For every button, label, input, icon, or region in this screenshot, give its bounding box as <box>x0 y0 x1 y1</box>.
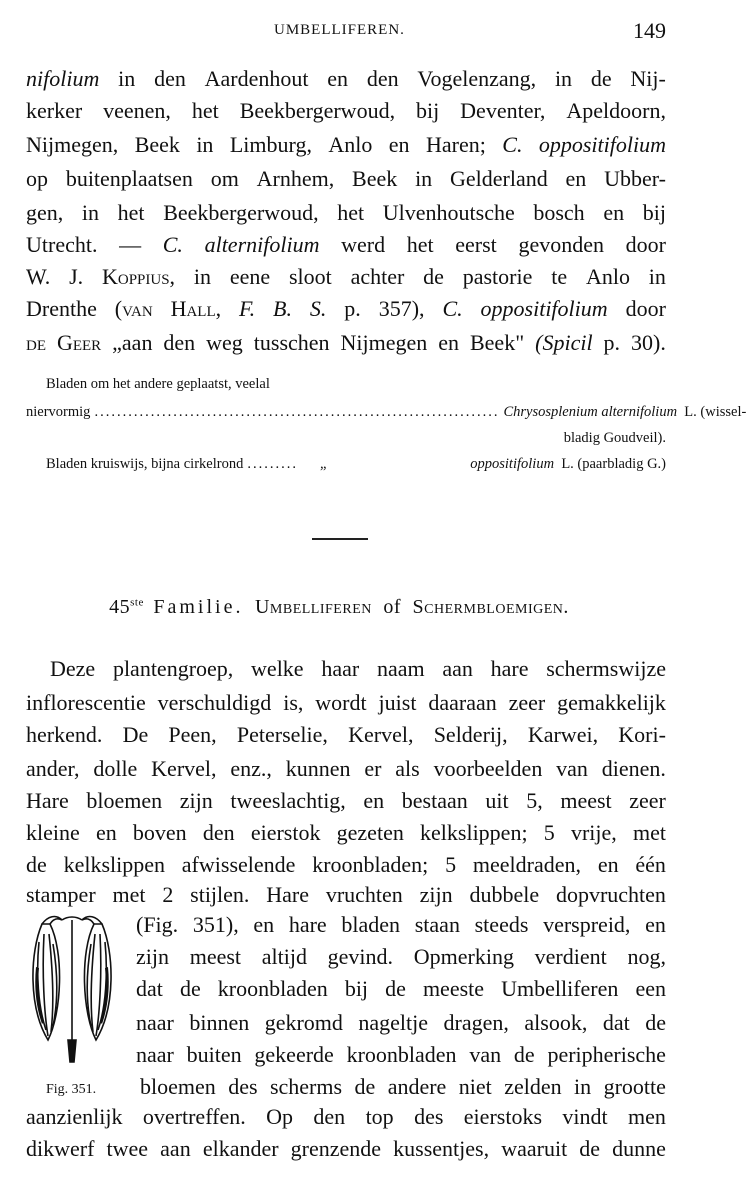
word: juist <box>378 690 417 715</box>
word: altijd <box>261 944 307 969</box>
word: kroonbladen <box>346 1042 457 1067</box>
word: alsook, <box>524 1010 588 1035</box>
word: aan <box>442 656 473 681</box>
word: twee <box>106 1136 149 1161</box>
word: gekromd <box>264 1010 343 1035</box>
word: hare <box>288 912 327 937</box>
word: bloemen <box>86 788 163 813</box>
family-number: 45 <box>109 596 131 618</box>
word: nageltje <box>358 1010 429 1035</box>
text-line <box>26 820 666 852</box>
word: welke <box>251 656 304 681</box>
word: kelkslippen; <box>420 820 528 845</box>
word: Kervel, <box>151 756 217 781</box>
word: er <box>364 756 382 781</box>
word: en <box>95 820 117 845</box>
word: W. <box>26 264 51 289</box>
word: nog, <box>627 944 666 969</box>
family-heading <box>0 596 678 619</box>
text-line <box>26 200 666 232</box>
word: buiten <box>186 1042 242 1067</box>
word: vrije, <box>570 820 617 845</box>
word: bij <box>416 98 440 123</box>
word: op <box>26 166 48 191</box>
text-line <box>26 882 666 914</box>
word: stijlen. <box>190 882 250 907</box>
word: niet <box>458 1074 492 1099</box>
word: door <box>625 296 666 321</box>
word: de <box>26 852 47 877</box>
word: gevonden <box>518 232 604 257</box>
word: in <box>415 166 433 191</box>
word: voorbeelden <box>433 756 543 781</box>
word: vruchten <box>325 882 403 907</box>
word: C. <box>502 132 523 157</box>
word: stamper <box>26 882 96 907</box>
word: bladen <box>341 912 401 937</box>
word: Ulvenhoutsche <box>382 200 515 225</box>
word: buitenplaatsen <box>65 166 193 191</box>
family-connector: of <box>383 596 402 618</box>
word: weg <box>206 330 243 355</box>
word: tusschen <box>253 330 330 355</box>
word: oppositifolium <box>480 296 608 321</box>
word: Beek <box>352 166 398 191</box>
text-line <box>136 912 666 944</box>
word: in <box>648 264 666 289</box>
key-text: bladig Goudveil). <box>563 430 666 446</box>
word: Peen, <box>168 722 217 747</box>
word: men <box>628 1104 666 1129</box>
word: Aardenhout <box>204 66 309 91</box>
word: gemakkelijk <box>557 690 666 715</box>
word: tweeslachtig, <box>230 788 346 813</box>
word: De <box>122 722 149 747</box>
word: den <box>202 820 235 845</box>
word: eerst <box>455 232 497 257</box>
word: Deventer, <box>460 98 546 123</box>
word: zijn <box>136 944 169 969</box>
word: scherms <box>269 1074 343 1099</box>
word: 5 <box>445 852 457 877</box>
figure-caption: Fig. 351. <box>46 1082 97 1097</box>
word: meest <box>560 788 612 813</box>
section-divider <box>312 538 368 540</box>
word: F. <box>239 296 256 321</box>
fruit-illustration-icon <box>22 912 130 1072</box>
text-line <box>136 944 666 976</box>
ditto-mark: „ <box>319 456 327 472</box>
word: (Fig. <box>136 912 179 937</box>
text-line <box>26 166 666 198</box>
word: p. <box>603 330 621 355</box>
word: (Spicil <box>535 330 593 355</box>
word: J. <box>69 264 84 289</box>
word: Limburg, <box>229 132 312 157</box>
word: aan <box>160 1136 191 1161</box>
page-number: 149 <box>633 18 666 43</box>
word: C. <box>442 296 463 321</box>
word: vindt <box>562 1104 608 1129</box>
word: de <box>645 1010 666 1035</box>
word: te <box>551 264 568 289</box>
text-line <box>50 656 666 688</box>
word: top <box>365 1104 394 1129</box>
text-line <box>26 788 666 820</box>
key-result <box>470 456 666 473</box>
word: (van <box>114 296 153 321</box>
word: dopvruchten <box>555 882 666 907</box>
word: dragen, <box>443 1010 509 1035</box>
leader-dots: ........................................................................ <box>94 404 500 420</box>
word: sloot <box>288 264 332 289</box>
key-text: Bladen om het andere geplaatst, veelal <box>46 376 270 392</box>
word: Nijmegen <box>340 330 428 355</box>
word: de <box>590 66 612 91</box>
word: daaraan <box>428 690 497 715</box>
word: de <box>385 976 406 1001</box>
word: dunne <box>612 1136 666 1161</box>
word: Nij- <box>630 66 666 91</box>
family-number-suffix: ste <box>130 596 144 609</box>
key-text: Bladen kruiswijs, bijna cirkelrond <box>46 456 244 472</box>
word: bij <box>344 976 369 1001</box>
word: van <box>469 1042 502 1067</box>
word: oppositifolium <box>538 132 666 157</box>
word: Arnhem, <box>256 166 335 191</box>
word: en <box>565 166 587 191</box>
word: herkend. <box>26 722 103 747</box>
word: Kori- <box>618 722 666 747</box>
word: kleine <box>26 820 80 845</box>
word: Kervel, <box>348 722 414 747</box>
word: 5 <box>543 820 555 845</box>
word: Beek" <box>469 330 525 355</box>
word: uit <box>485 788 509 813</box>
word: met <box>632 820 666 845</box>
word: des <box>228 1074 258 1099</box>
figure-351 <box>22 912 130 1072</box>
word: zeer <box>629 788 666 813</box>
word: verdient <box>534 944 607 969</box>
word: kroonbladen; <box>312 852 429 877</box>
word: Utrecht. <box>26 232 98 257</box>
word: kroonbladen <box>217 976 328 1001</box>
text-line <box>26 852 666 884</box>
word: Selderij, <box>433 722 508 747</box>
word: het <box>337 200 365 225</box>
word: elkander <box>202 1136 279 1161</box>
word: gen, <box>26 200 64 225</box>
word: overtreffen. <box>142 1104 246 1129</box>
word: Umbelliferen <box>501 976 619 1001</box>
word: 30). <box>631 330 666 355</box>
word: en <box>363 788 385 813</box>
word: achter <box>350 264 405 289</box>
text-line <box>26 330 666 362</box>
word: afwisselende <box>181 852 296 877</box>
word: en <box>597 852 619 877</box>
word: kussentjes, <box>393 1136 490 1161</box>
word: enz., <box>230 756 272 781</box>
word: dienen. <box>601 756 666 781</box>
word: alternifolium <box>204 232 320 257</box>
word: werd <box>341 232 386 257</box>
word: bij <box>642 200 666 225</box>
taxon-name: oppositifolium <box>470 456 555 472</box>
word: zijn <box>179 788 213 813</box>
word: wordt <box>315 690 367 715</box>
leader-dots: ......... <box>247 456 298 472</box>
running-title: UMBELLIFEREN. <box>274 22 405 38</box>
word: B. <box>273 296 292 321</box>
word: 357), <box>378 296 425 321</box>
key-result <box>503 404 746 421</box>
word: zelden <box>504 1074 562 1099</box>
word: dikwerf <box>26 1136 95 1161</box>
word: Deze <box>50 656 96 681</box>
family-dutch-name: Schermbloemigen. <box>412 596 569 618</box>
word: haar <box>321 656 360 681</box>
word: bestaan <box>401 788 468 813</box>
taxon-name: Chrysosplenium alternifolium <box>503 404 678 420</box>
word: den <box>313 1104 346 1129</box>
word: Hare <box>26 788 69 813</box>
word: zeer <box>508 690 546 715</box>
word: zijn <box>419 882 453 907</box>
word: meeldraden, <box>472 852 582 877</box>
word: grootte <box>603 1074 666 1099</box>
word: schermswijze <box>546 656 666 681</box>
word: waaruit <box>501 1136 568 1161</box>
word: in <box>574 1074 592 1099</box>
word: in <box>193 264 211 289</box>
text-line <box>136 976 666 1008</box>
word: het <box>406 232 434 257</box>
word: p. <box>344 296 361 321</box>
word: meeste <box>422 976 485 1001</box>
word: veenen, <box>103 98 171 123</box>
word: de <box>579 1136 601 1161</box>
word: een <box>635 976 666 1001</box>
word: Beekbergerwoud, <box>163 200 319 225</box>
word: Nijmegen, <box>26 132 119 157</box>
text-line <box>26 98 666 130</box>
word: Koppius, <box>101 264 176 289</box>
word: binnen <box>189 1010 250 1035</box>
word: Ubber- <box>604 166 666 191</box>
word: in <box>196 132 214 157</box>
word: en <box>645 912 666 937</box>
word: Op <box>266 1104 294 1129</box>
word: verspreid, <box>543 912 631 937</box>
word: Drenthe <box>26 296 97 321</box>
word: en <box>603 200 625 225</box>
text-line <box>26 264 666 296</box>
word: eene <box>229 264 271 289</box>
word: naar <box>136 1010 174 1035</box>
word: en <box>253 912 275 937</box>
word: Vogelenzang, <box>417 66 537 91</box>
word: Karwei, <box>527 722 599 747</box>
word: het <box>117 200 145 225</box>
word: Beek <box>134 132 180 157</box>
word: en <box>388 132 410 157</box>
text-line <box>136 1042 666 1074</box>
word: gevind. <box>327 944 394 969</box>
word: eierstok <box>250 820 321 845</box>
text-line <box>26 1104 666 1136</box>
word: ander, <box>26 756 80 781</box>
word: als <box>395 756 420 781</box>
text-line <box>26 296 666 328</box>
text-line <box>26 232 666 264</box>
key-line <box>26 404 746 428</box>
word: Hall, <box>170 296 222 321</box>
word: in <box>81 200 100 225</box>
word: naar <box>136 1042 174 1067</box>
word: dat <box>602 1010 630 1035</box>
word: 351), <box>192 912 239 937</box>
word: Anlo <box>328 132 373 157</box>
word: gezeten <box>336 820 404 845</box>
word: den <box>163 330 196 355</box>
word: verschuldigd <box>157 690 272 715</box>
word: van <box>556 756 588 781</box>
word: 5, <box>526 788 543 813</box>
text-line <box>26 66 666 98</box>
word: door <box>625 232 666 257</box>
text-line <box>26 132 666 164</box>
word: Haren; <box>425 132 486 157</box>
word: Hare <box>266 882 309 907</box>
word: andere <box>387 1074 447 1099</box>
word: Gelderland <box>450 166 548 191</box>
word: S. <box>309 296 327 321</box>
word: in <box>554 66 573 91</box>
text-line <box>136 1010 666 1042</box>
word: — <box>119 232 142 257</box>
text-line <box>26 722 666 754</box>
word: Geer <box>56 330 102 355</box>
word: kelkslippen <box>63 852 165 877</box>
text-line <box>26 1136 666 1168</box>
word: de <box>26 330 46 355</box>
word: en <box>327 66 349 91</box>
taxon-author: L. (wissel- <box>684 404 746 420</box>
key-text: niervormig <box>26 404 91 420</box>
word: grenzende <box>290 1136 382 1161</box>
family-name: Umbelliferen <box>254 596 372 618</box>
word: meest <box>189 944 242 969</box>
word: de <box>423 264 444 289</box>
taxon-author: L. (paarbladig G.) <box>561 456 666 472</box>
word: 2 <box>162 882 174 907</box>
text-line <box>140 1074 666 1106</box>
word: boven <box>132 820 187 845</box>
text-line <box>26 756 666 788</box>
word: inflorescentie <box>26 690 146 715</box>
word: één <box>635 852 666 877</box>
word: het <box>191 98 219 123</box>
word: dat <box>136 976 163 1001</box>
word: hare <box>490 656 529 681</box>
word: peripherische <box>547 1042 666 1067</box>
word: nifolium <box>26 66 100 91</box>
word: bloemen <box>140 1074 216 1099</box>
word: pastorie <box>462 264 533 289</box>
key-line <box>46 376 666 400</box>
word: om <box>210 166 239 191</box>
word: Opmerking <box>413 944 514 969</box>
word: Apeldoorn, <box>566 98 666 123</box>
word: aanzienlijk <box>26 1104 123 1129</box>
word: dolle <box>93 756 138 781</box>
word: des <box>414 1104 444 1129</box>
word: steeds <box>474 912 529 937</box>
word: kerker <box>26 98 83 123</box>
word: Peterselie, <box>236 722 328 747</box>
word: de <box>354 1074 376 1099</box>
word: met <box>112 882 146 907</box>
word: C. <box>162 232 183 257</box>
word: de <box>513 1042 535 1067</box>
word: Anlo <box>585 264 630 289</box>
word: bosch <box>533 200 585 225</box>
key-line <box>26 430 666 454</box>
word: naam <box>376 656 425 681</box>
word: is, <box>283 690 304 715</box>
family-word: Familie. <box>153 596 244 618</box>
word: dubbele <box>469 882 540 907</box>
word: kunnen <box>285 756 351 781</box>
word: eierstoks <box>463 1104 542 1129</box>
text-line <box>26 690 666 722</box>
word: plantengroep, <box>112 656 234 681</box>
word: in <box>118 66 136 91</box>
word: en <box>438 330 460 355</box>
word: gekeerde <box>254 1042 334 1067</box>
word: „aan <box>112 330 153 355</box>
key-line <box>46 456 666 480</box>
word: de <box>179 976 201 1001</box>
word: den <box>154 66 186 91</box>
word: den <box>366 66 399 91</box>
word: Beekbergerwoud, <box>239 98 396 123</box>
word: staan <box>414 912 460 937</box>
